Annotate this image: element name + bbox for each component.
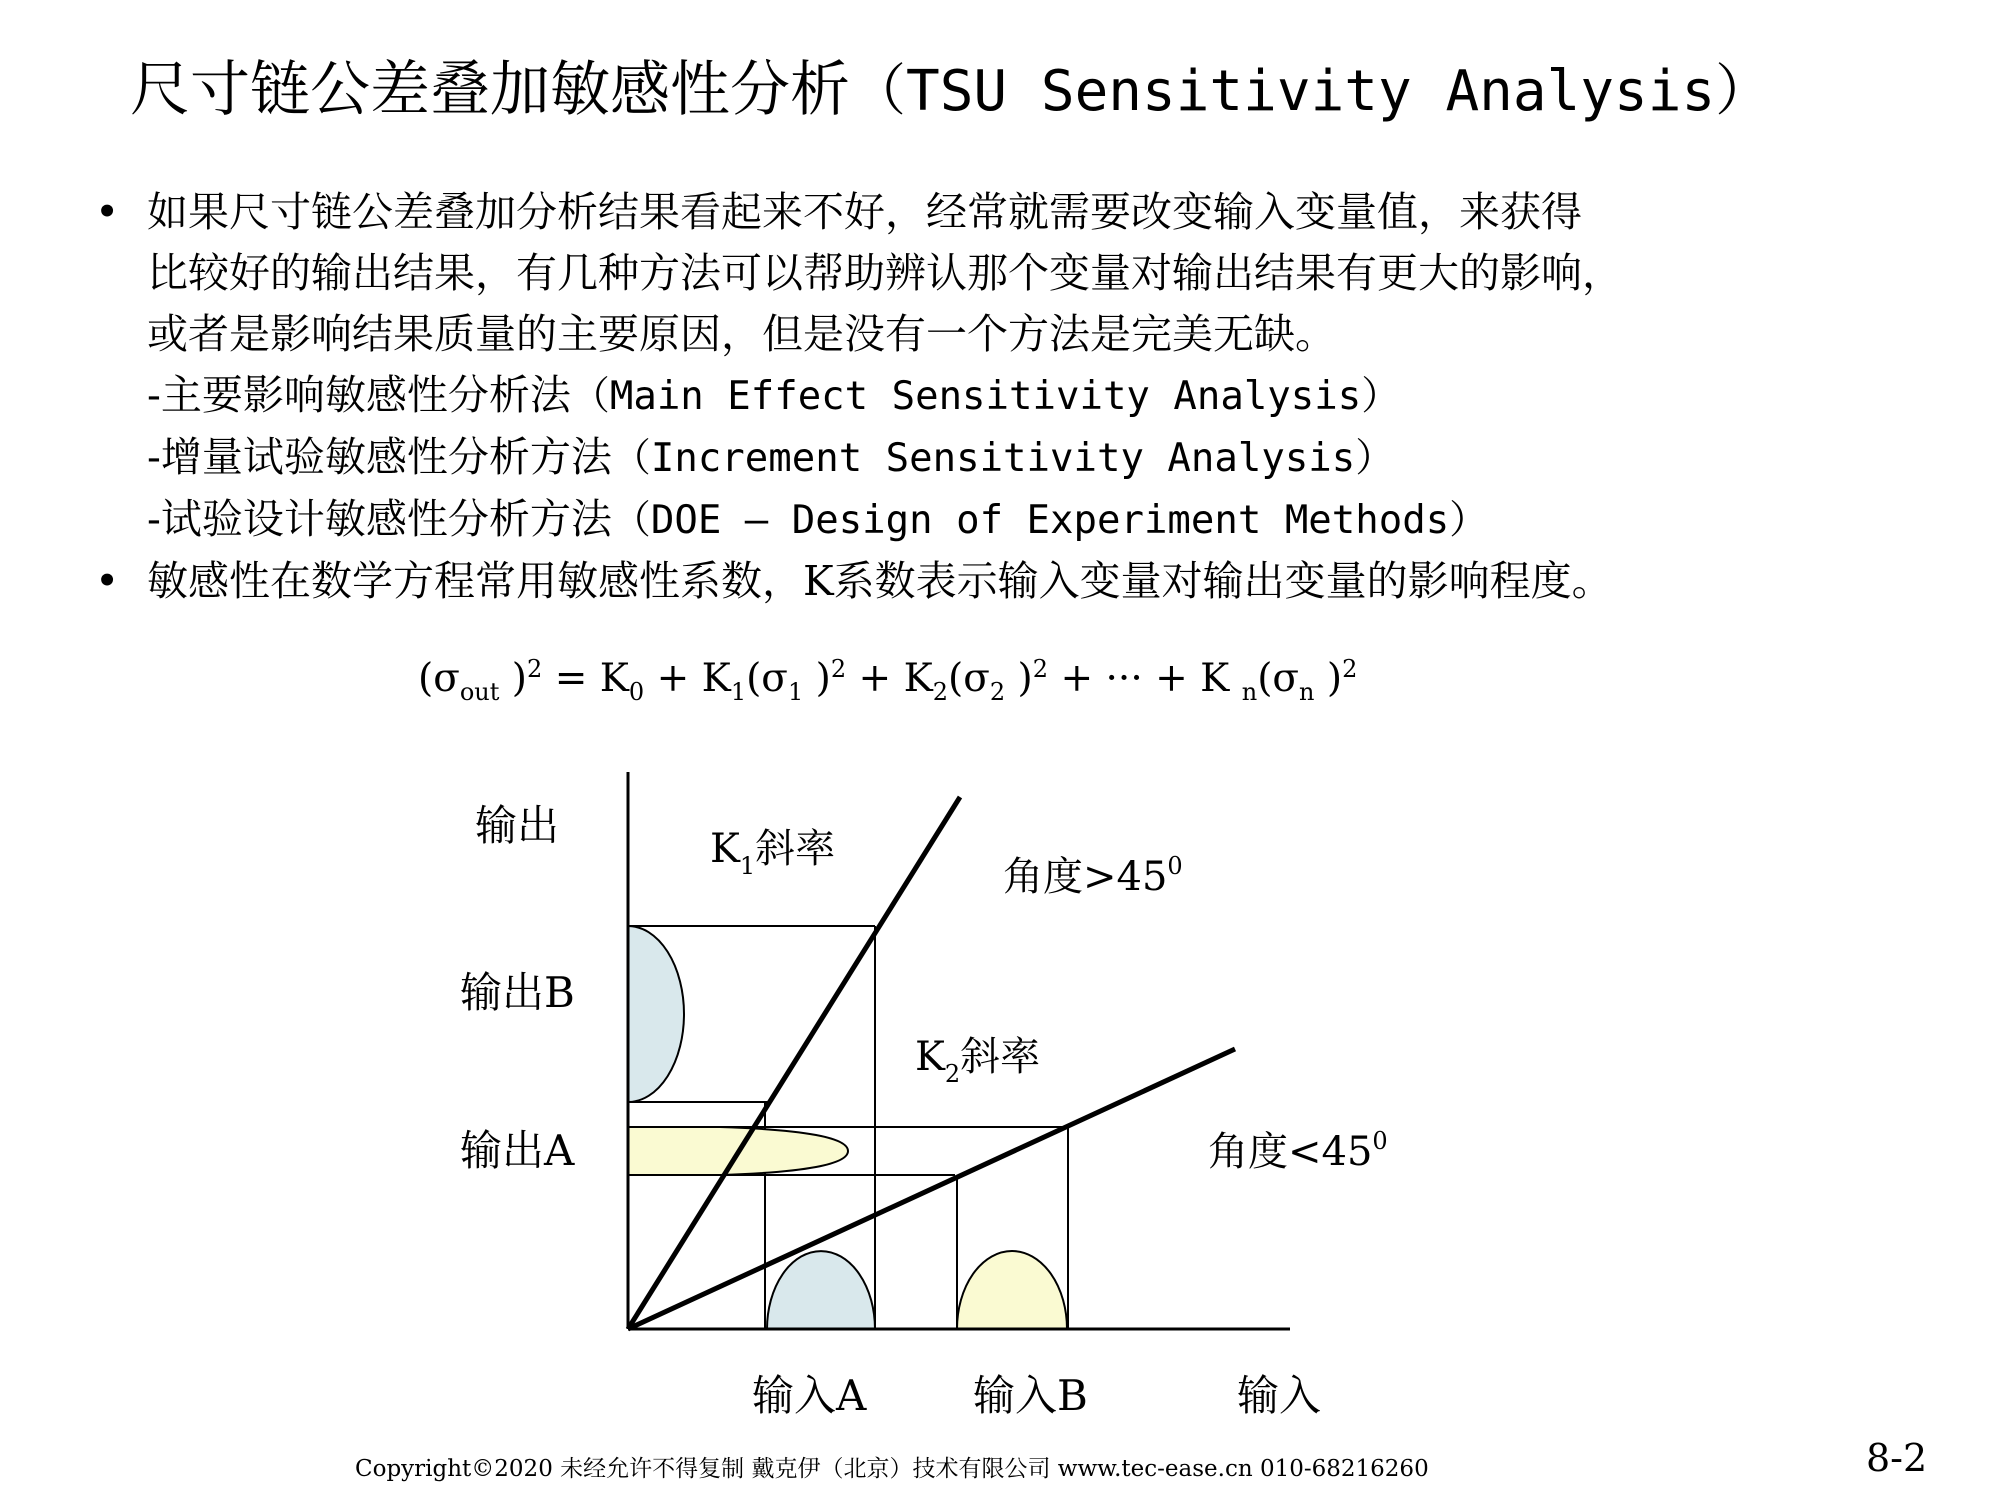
method-3-en: （DOE – Design of Experiment Methods） — [611, 498, 1489, 543]
method-1-zh: -主要影响敏感性分析法 — [147, 371, 571, 419]
page-number: 8-2 — [1866, 1436, 1928, 1480]
output-b-label: 输出B — [460, 968, 575, 1017]
method-2-en: （Increment Sensitivity Analysis） — [611, 436, 1395, 481]
x-axis-label: 输入 — [1237, 1371, 1322, 1420]
bullet-1-line-3: 或者是影响结果质量的主要原因，但是没有一个方法是完美无缺。 — [147, 310, 1336, 358]
input-b-distribution — [957, 1251, 1067, 1329]
k1-slope-label: $K_1$斜率 — [710, 826, 836, 880]
footer-copyright: Copyright©2020 未经允许不得复制 戴克伊（北京）技术有限公司 www.tec-ease.cn 010-68216260 — [355, 1456, 1429, 1482]
bullet-2-text: 敏感性在数学方程常用敏感性系数，K系数表示输入变量对输出变量的影响程度。 — [147, 557, 1613, 605]
method-2-zh: -增量试验敏感性分析方法 — [147, 433, 612, 481]
input-a-distribution — [767, 1251, 875, 1329]
method-3-zh: -试验设计敏感性分析方法 — [147, 495, 612, 543]
output-a-label: 输出A — [460, 1126, 575, 1175]
output-b-distribution — [628, 926, 684, 1102]
title-chinese: 尺寸链公差叠加敏感性分析 — [130, 55, 850, 125]
bullet-dot: • — [95, 188, 120, 236]
k2-slope-line — [628, 1049, 1235, 1329]
input-b-label: 输入B — [973, 1371, 1088, 1420]
k1-slope-line — [628, 797, 960, 1329]
y-axis-label: 输出 — [475, 801, 560, 850]
sensitivity-formula: ($\sigma_{out}$ )$^2 = K_0 + K_1(\sigma_1$ )$^2 + K_2(\sigma_2$ )$^2$ + ··· + K $_n(\sigma_n$ )$^2$ — [418, 655, 1358, 706]
title-english: （TSU Sensitivity Analysis） — [850, 59, 1772, 124]
k2-slope-label: $K_2$斜率 — [915, 1034, 1041, 1088]
angle-gt-45-label: 角度$>45^0$ — [1003, 852, 1183, 900]
bullet-dot: • — [95, 557, 120, 605]
bullet-1-line-2: 比较好的输出结果，有几种方法可以帮助辨认那个变量对输出结果有更大的影响， — [147, 249, 1623, 297]
bullet-1-line-1: 如果尺寸链公差叠加分析结果看起来不好，经常就需要改变输入变量值，来获得 — [147, 188, 1582, 236]
input-a-label: 输入A — [752, 1371, 867, 1420]
method-1-en: （Main Effect Sensitivity Analysis） — [570, 374, 1401, 419]
angle-lt-45-label: 角度$<45^0$ — [1208, 1127, 1388, 1175]
